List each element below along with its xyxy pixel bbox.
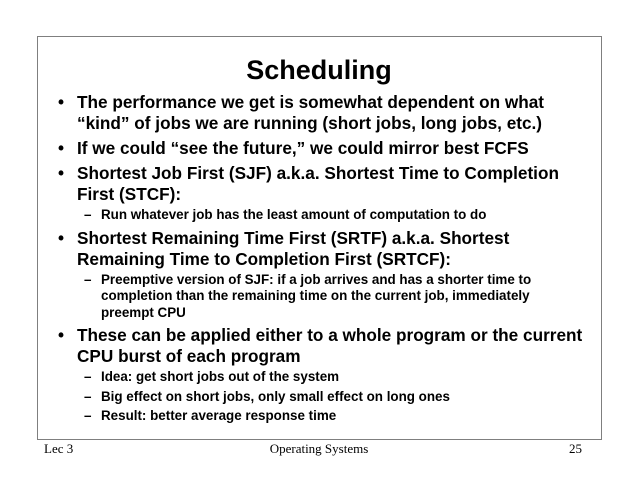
sub-bullet-idea [44,369,584,386]
bullet-marker: • [58,138,65,158]
bullet-marker: • [58,227,65,248]
sub-bullet-text: Idea: get short jobs out of the system [101,369,340,384]
slide-content [44,92,584,429]
footer-page-number: 25 [569,441,582,456]
sub-bullet-result [44,408,584,425]
footer-lecture: Lec 3 [44,441,74,456]
footer-course: Operating Systems [269,441,369,456]
slide-title: Scheduling [246,55,392,85]
sub-bullet-big-effect [44,389,584,406]
dash-marker: – [84,408,92,423]
sub-bullet-text: Run whatever job has the least amount of computation to do [101,207,487,222]
bullet-text: Shortest Job First (SJF) a.k.a. Shortest Time to Completion First (STCF): [77,163,559,204]
bullet-marker: • [58,325,65,345]
dash-marker: – [84,207,92,222]
bullet-srtf [44,228,584,270]
bullet-text: Shortest Remaining Time First (SRTF) a.k.a. Shortest Remaining Time to Completion First (SRTCF): [77,227,510,269]
bullet-text: The performance we get is somewhat dependent on what “kind” of jobs we are running (short jobs, long jobs, etc.) [77,92,545,133]
dash-marker: – [84,369,92,384]
bullet-marker: • [58,92,65,112]
bullet-text: If we could “see the future,” we could mirror best FCFS [77,138,529,158]
sub-bullet-text: Big effect on short jobs, only small effect on long ones [101,388,450,404]
bullet-see-future [44,138,584,159]
bullet-text: These can be applied either to a whole program or the current CPU burst of each program [77,325,583,366]
dash-marker: – [84,271,92,287]
bullet-sjf [44,163,584,205]
sub-bullet-text: Result: better average response time [101,408,337,423]
bullet-applied [44,325,584,367]
dash-marker: – [84,388,92,404]
sub-bullet-text: Preemptive version of SJF: if a job arrives and has a shorter time to completion than the remaining time on the current job, immediately preempt CPU [101,271,532,320]
sub-bullet-sjf-run [44,207,584,224]
sub-bullet-srtf-preemptive [44,272,584,322]
bullet-marker: • [58,163,65,183]
bullet-performance [44,92,584,134]
